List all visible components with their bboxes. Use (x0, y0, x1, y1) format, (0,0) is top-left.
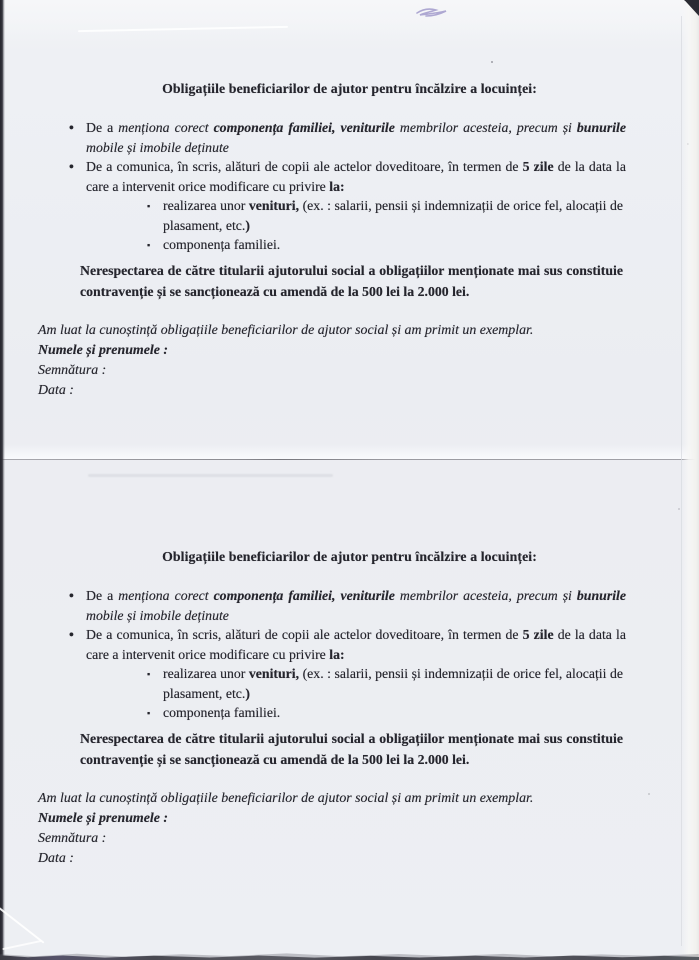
list-item-communicate-changes (69, 157, 626, 196)
list-item-communicate-changes (69, 625, 626, 664)
square-bullet-icon: ▪ (147, 708, 151, 718)
date-label: Data : (38, 850, 74, 866)
pen-mark-annotation (414, 4, 456, 22)
list-item-declare-family (69, 586, 626, 625)
dust-speck (678, 508, 680, 510)
paper-right-edge-line (681, 16, 682, 946)
list-item-text: De a comunica, în scris, alături de copii ale actelor doveditoare, în termen de 5 zile de la data la care a intervenit orice modificare cu privire la: (86, 627, 626, 662)
paper-crease-bottom-left (2, 940, 41, 950)
name-label: Numele și prenumele : (38, 810, 169, 826)
sub-item-family-composition (147, 235, 623, 255)
bullet-icon: • (69, 588, 74, 603)
scan-left-edge (0, 0, 5, 960)
obligation-list (0, 586, 699, 723)
document-title: Obligațiile beneficiarilor de ajutor pentru încălzire a locuinței: (162, 81, 537, 96)
sub-item-income (147, 196, 623, 235)
sub-item-income (147, 664, 623, 703)
square-bullet-icon: ▪ (147, 240, 151, 250)
document-copy-2 (0, 468, 699, 869)
square-bullet-icon: ▪ (147, 669, 151, 679)
paper-crease-bottom-left (0, 906, 44, 943)
list-item-declare-family (69, 118, 626, 157)
list-item-text: De a menționa corect componența familiei, veniturile membrilor acesteia, precum și bunurile mobile și imobile deținute (86, 120, 626, 155)
bullet-icon: • (69, 120, 74, 135)
date-label: Data : (38, 382, 74, 398)
signature-block (38, 789, 699, 869)
fold-highlight (0, 444, 699, 459)
dust-speck (491, 61, 493, 63)
list-item-text: De a menționa corect componența familiei, veniturile membrilor acesteia, precum și bunurile mobile și imobile deținute (86, 588, 626, 623)
fold-line (0, 459, 699, 460)
list-item-text: componența familiei. (163, 237, 281, 252)
sanction-paragraph: Nerespectarea de către titularii ajutorului social a obligațiilor menționate mai sus constituie contravenție și se sancționează cu amendă de la 500 lei la 2.000 lei. (80, 262, 623, 299)
sanction-paragraph: Nerespectarea de către titularii ajutorului social a obligațiilor menționate mai sus constituie contravenție și se sancționează cu amendă de la 500 lei la 2.000 lei. (80, 730, 623, 767)
paper-right-edge (682, 0, 699, 960)
signature-label: Semnătura : (38, 362, 107, 378)
signature-label: Semnătura : (38, 830, 107, 846)
dust-speck (648, 793, 650, 795)
acknowledgement-line: Am luat la cunoștință obligațiile beneficiarilor de ajutor social și am primit un exemplar. (38, 790, 534, 806)
bullet-icon: • (69, 159, 74, 174)
document-title: Obligațiile beneficiarilor de ajutor pentru încălzire a locuinței: (162, 549, 537, 564)
acknowledgement-line: Am luat la cunoștință obligațiile beneficiarilor de ajutor social și am primit un exemplar. (38, 322, 534, 338)
sub-item-family-composition (147, 703, 623, 723)
obligation-list (0, 118, 699, 255)
name-label: Numele și prenumele : (38, 342, 169, 358)
list-item-text: componența familiei. (163, 705, 281, 720)
square-bullet-icon: ▪ (147, 201, 151, 211)
list-item-text: realizarea unor venituri, (ex. : salarii, pensii și indemnizații de orice fel, alocații de plasament, etc.) (163, 666, 623, 701)
bullet-icon: • (69, 627, 74, 642)
document-copy-1 (0, 0, 699, 401)
list-item-text: De a comunica, în scris, alături de copii ale actelor doveditoare, în termen de 5 zile de la data la care a intervenit orice modificare cu privire la: (86, 159, 626, 194)
list-item-text: realizarea unor venituri, (ex. : salarii, pensii și indemnizații de orice fel, alocații de plasament, etc.) (163, 198, 623, 233)
signature-block (38, 321, 699, 401)
